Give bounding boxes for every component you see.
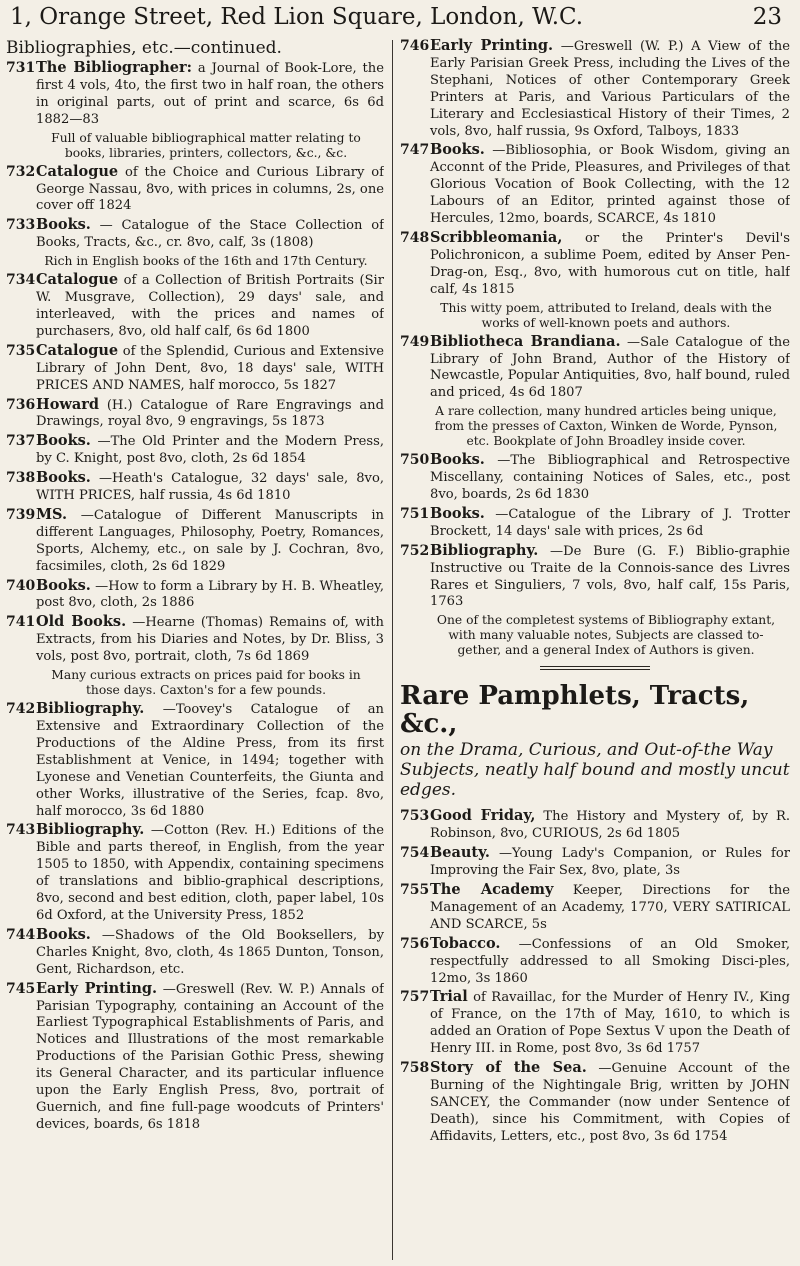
entry-heading: Scribbleomania, <box>430 228 563 246</box>
entry-heading: Early Printing. <box>430 38 554 54</box>
catalogue-entry <box>400 142 790 228</box>
entry-number: 732 <box>6 163 36 180</box>
entry-heading: Beauty. <box>430 844 490 862</box>
entry-heading: Catalogue <box>36 271 119 289</box>
entry-description: —Bibliosophia, or Book Wisdom, giving an Acconnt of the Pride, Pleasures, and Privileges of that Glorious Vocation of Book Collecting, with the 12 Labours of an Editor, printed against those of Hercules, 12mo, boards, SCARCE, 4s 1810 <box>430 143 790 227</box>
catalogue-entry <box>400 936 790 988</box>
entry-description: —Shadows of the Old Booksellers, by Charles Knight, 8vo, cloth, 4s 1865 Dunton, Tonson, Gent, Richardson, etc. <box>36 927 384 977</box>
entry-description: —The Bibliographical and Retrospective Miscellany, containing Notices of Sales, etc., post 8vo, boards, 2s 6d 1830 <box>430 453 790 503</box>
entry-number: 739 <box>6 506 36 523</box>
entry-heading: Catalogue <box>36 162 119 180</box>
entry-number: 737 <box>6 433 36 450</box>
entry-description: —De Bure (G. F.) Biblio-graphie Instructive ou Traite de la Connois-sance des Livres Rares et Singuliers, 7 vols, 8vo, half calf, 15s Paris, 1763 <box>430 543 790 610</box>
entry-number: 740 <box>6 577 36 594</box>
entry-description: a Journal of Book-Lore, the first 4 vols, 4to, the first two in half roan, the others in original parts, out of print and scarce, 6s 6d 1882—83 <box>36 61 384 127</box>
entry-number: 747 <box>400 142 430 159</box>
entry-number: 738 <box>6 470 36 487</box>
entry-heading: Books. <box>36 925 91 943</box>
catalogue-entry <box>6 507 384 576</box>
header-address: 1, Orange Street, Red Lion Square, London, W.C. <box>10 4 584 30</box>
entry-description: — Catalogue of the Stace Collection of Books, Tracts, &c., cr. 8vo, calf, 3s (1808) <box>36 218 384 251</box>
entry-heading: Early Printing. <box>36 979 158 997</box>
entry-description: Keeper, Directions for the Management of an Academy, 1770, VERY SATIRICAL AND SCARCE, 5s <box>430 883 790 932</box>
entry-heading: Bibliography. <box>430 541 539 559</box>
entry-number: 733 <box>6 217 36 234</box>
catalogue-entry <box>400 506 790 541</box>
catalogue-entry <box>6 701 384 820</box>
catalogue-entry <box>400 882 790 934</box>
page-header <box>10 0 790 34</box>
catalogue-entry <box>400 845 790 880</box>
catalogue-entry <box>400 543 790 612</box>
column-divider <box>392 40 393 1260</box>
entry-description: —Catalogue of Different Manuscripts in different Languages, Philosophy, Poetry, Romances, Sports, Alchemy, etc., on sale by J. Cochran, 8vo, facsimiles, cloth, 2s 6d 1829 <box>36 507 384 574</box>
entry-note: A rare collection, many hundred articles being unique, from the presses of Caxton, Winken de Worde, Pynson, etc. Bookplate of John Broadley inside cover. <box>434 404 778 449</box>
entry-heading: Bibliography. <box>36 821 145 839</box>
entry-note: Full of valuable bibliographical matter relating to books, libraries, printers, collectors, &c., &c. <box>51 130 361 160</box>
right-entry-list <box>400 38 790 658</box>
section-subtitle: on the Drama, Curious, and Out-of-the Way Subjects, neatly half bound and mostly uncut edges. <box>400 740 790 801</box>
entry-heading: Bibliography. <box>36 700 145 718</box>
entry-description: of the Choice and Curious Library of George Nassau, 8vo, with prices in columns, 2s, one cover off 1824 <box>36 164 384 214</box>
entry-heading: Old Books. <box>36 613 127 631</box>
entry-number: 752 <box>400 542 430 559</box>
catalogue-entry <box>6 164 384 216</box>
entry-heading: Trial <box>430 988 468 1006</box>
entry-heading: Howard <box>36 395 100 413</box>
entry-number: 736 <box>6 396 36 413</box>
entry-description: —Heath's Catalogue, 32 days' sale, 8vo, WITH PRICES, half russia, 4s 6d 1810 <box>36 471 384 504</box>
catalogue-entry <box>6 578 384 613</box>
catalogue-entry <box>6 397 384 432</box>
entry-heading: Bibliotheca Brandiana. <box>430 332 621 350</box>
entry-number: 745 <box>6 980 36 997</box>
catalogue-entry <box>6 981 384 1134</box>
catalogue-entry <box>6 343 384 395</box>
catalogue-entry <box>6 614 384 666</box>
entry-description: —Catalogue of the Library of J. Trotter Brockett, 14 days' sale with prices, 2s 6d <box>430 506 790 539</box>
entry-note: Rich in English books of the 16th and 17th Century. <box>44 254 368 269</box>
catalogue-entry <box>6 822 384 924</box>
catalogue-entry <box>6 272 384 341</box>
section-entry-list <box>400 808 790 1145</box>
entry-number: 751 <box>400 505 430 522</box>
entry-number: 734 <box>6 272 36 289</box>
catalogue-entry <box>400 230 790 299</box>
catalogue-entry <box>6 927 384 979</box>
entry-number: 731 <box>6 60 36 76</box>
entry-description: (H.) Catalogue of Rare Engravings and Drawings, royal 8vo, 9 engravings, 5s 1873 <box>36 397 384 430</box>
catalogue-entry <box>400 334 790 403</box>
entry-number: 742 <box>6 701 36 718</box>
entry-description: —Hearne (Thomas) Remains of, with Extracts, from his Diaries and Notes, by Dr. Bliss, 3 vols, post 8vo, portrait, cloth, 7s 6d 1869 <box>36 615 384 665</box>
catalogue-entry <box>400 1060 790 1146</box>
entry-number: 755 <box>400 882 430 898</box>
catalogue-entry <box>400 38 790 140</box>
entry-number: 756 <box>400 935 430 952</box>
entry-number: 750 <box>400 452 430 469</box>
entry-description: —Greswell (W. P.) A View of the Early Parisian Greek Press, including the Lives of the Stephani, Notices of other Contemporary Greek Printers at Paris, and Various Particulars of the Literary and Ecclesiastical History of their Times, 2 vols, 8vo, half russia, 9s Oxford, Talboys, 1833 <box>430 39 790 139</box>
entry-description: —Confessions of an Old Smoker, respectfully addressed to all Smoking Disci-ples, 12mo, 3s 1860 <box>430 936 790 986</box>
left-entry-list <box>6 60 384 1134</box>
entry-heading: Books. <box>430 141 485 159</box>
catalogue-entry <box>6 433 384 468</box>
entry-number: 753 <box>400 808 430 825</box>
entry-number: 743 <box>6 822 36 839</box>
entry-heading: Books. <box>36 432 91 450</box>
entry-heading: Tobacco. <box>430 934 501 952</box>
entry-heading: Books. <box>430 451 485 469</box>
entry-description: The History and Mystery of, by R. Robinson, 8vo, CURIOUS, 2s 6d 1805 <box>430 809 790 842</box>
entry-description: —Young Lady's Companion, or Rules for Improving the Fair Sex, 8vo, plate, 3s <box>430 846 790 879</box>
left-column <box>6 38 384 1262</box>
entry-number: 757 <box>400 989 430 1006</box>
entry-note: This witty poem, attributed to Ireland, deals with the works of well-known poets and authors. <box>440 300 772 330</box>
entry-description: —Sale Catalogue of the Library of John Brand, Author of the History of Newcastle, Popular Antiquities, 8vo, half bound, ruled and priced, 4s 6d 1807 <box>430 334 790 401</box>
entry-note: Many curious extracts on prices paid for books in those days. Caxton's for a few pounds. <box>51 668 361 698</box>
entry-heading: Books. <box>430 504 485 522</box>
entry-heading: MS. <box>36 505 68 523</box>
entry-description: of the Splendid, Curious and Extensive Library of John Dent, 8vo, 18 days' sale, WITH PRICES AND NAMES, half morocco, 5s 1827 <box>36 343 384 393</box>
entry-number: 744 <box>6 926 36 943</box>
continued-heading: Bibliographies, etc.—continued. <box>6 38 282 58</box>
entry-description: —How to form a Library by H. B. Wheatley, post 8vo, cloth, 2s 1886 <box>36 578 384 611</box>
entry-note: One of the completest systems of Bibliography extant, with many valuable notes, Subjects are classed to-gether, and a general Index of Authors is given. <box>436 613 776 658</box>
entry-description: or the Printer's Devil's Polichronicon, a sublime Poem, edited by Anser Pen-Drag-on, Esq., 8vo, with humorous cut on title, half calf, 4s 1815 <box>430 230 790 297</box>
entry-number: 749 <box>400 333 430 350</box>
entry-heading: Books. <box>36 469 91 487</box>
catalogue-entry <box>400 989 790 1058</box>
entry-heading: Story of the Sea. <box>430 1059 587 1077</box>
entry-description: of a Collection of British Portraits (Sir W. Musgrave, Collection), 29 days' sale, and interleaved, with the prices and names of purchasers, 8vo, old half calf, 6s 6d 1800 <box>36 273 384 339</box>
entry-description: —Greswell (Rev. W. P.) Annals of Parisian Typography, containing an Account of the Earliest Typographical Establishments of Paris, and Notices and Illustrations of the most remarkable Productions of the Parisian Gothic Press, shewing its General Character, and its particular influence upon the Early English Press, 8vo, portrait of Guernich, and fine full-page woodcuts of Printers' devices, boards, 6s 1818 <box>36 981 384 1132</box>
catalogue-entry <box>6 470 384 505</box>
entry-number: 748 <box>400 229 430 246</box>
entry-description: of Ravaillac, for the Murder of Henry IV., King of France, on the 17th of May, 1610, to which is added an Oration of Pope Sextus V upon the Death of Henry III. in Rome, post 8vo, 3s 6d 1757 <box>430 990 790 1057</box>
entry-description: —Toovey's Catalogue of an Extensive and Extraordinary Collection of the Productions of the Aldine Press, from its first Establishment at Venice, in 1494; together with Lyonese and Venetian Counterfeits, the Giunta and other Works, illustrative of the Series, fcap. 8vo, half morocco, 3s 6d 1880 <box>36 702 384 819</box>
entry-number: 735 <box>6 342 36 359</box>
catalogue-entry <box>6 60 384 129</box>
entry-heading: The Academy <box>430 881 554 898</box>
page-number: 23 <box>752 4 782 30</box>
catalogue-entry <box>400 808 790 843</box>
entry-number: 741 <box>6 614 36 631</box>
entry-number: 758 <box>400 1060 430 1077</box>
catalogue-entry <box>6 217 384 252</box>
catalogue-entry <box>400 452 790 504</box>
entry-heading: The Bibliographer: <box>36 59 192 76</box>
entry-number: 746 <box>400 38 430 54</box>
entry-heading: Good Friday, <box>430 807 536 825</box>
entry-number: 754 <box>400 845 430 862</box>
entry-description: —Cotton (Rev. H.) Editions of the Bible and parts thereof, in English, from the year 1505 to 1850, with Appendix, containing specimens of translations and biblio-graphical descriptions, 8vo, second and best edition, cloth, paper label, 10s 6d Oxford, at the University Press, 1852 <box>36 823 384 923</box>
entry-heading: Catalogue <box>36 341 119 359</box>
section-title: Rare Pamphlets, Tracts, &c., <box>400 681 750 740</box>
right-column <box>400 38 790 1262</box>
entry-description: —Genuine Account of the Burning of the Nightingale Brig, written by JOHN SANCEY, the Commander (now under Sentence of Death), since his Commitment, with Copies of Affidavits, Letters, etc., post 8vo, 3s 6d 1754 <box>430 1061 790 1144</box>
entry-description: —The Old Printer and the Modern Press, by C. Knight, post 8vo, cloth, 2s 6d 1854 <box>36 434 384 467</box>
section-rule <box>540 666 650 670</box>
entry-heading: Books. <box>36 576 91 594</box>
entry-heading: Books. <box>36 216 91 234</box>
